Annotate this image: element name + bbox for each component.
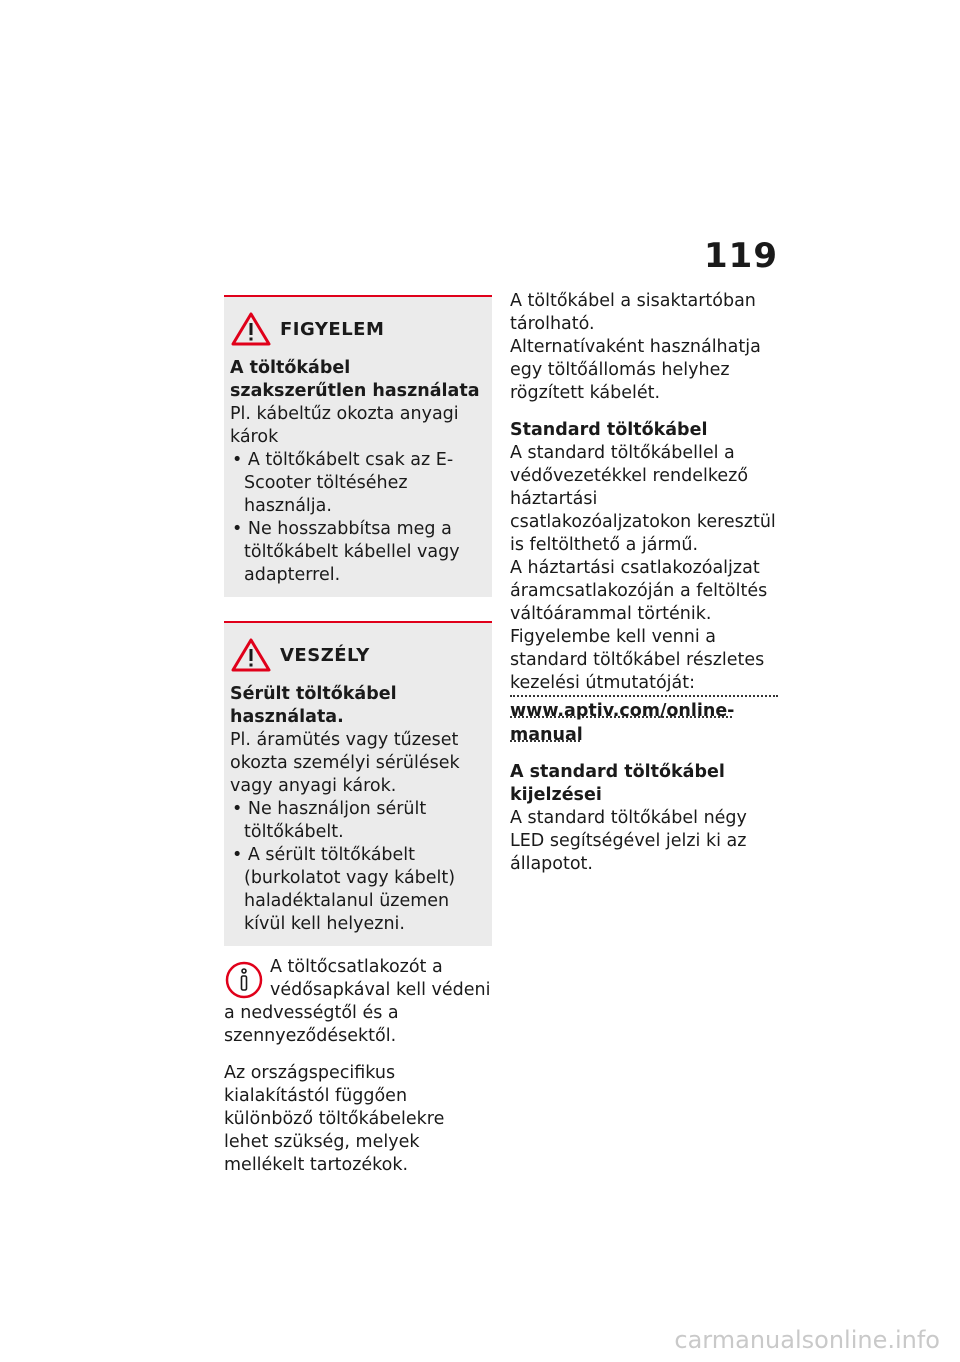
storage-text: A töltőkábel a sisaktartóban tárolható.	[510, 291, 756, 334]
danger-box	[224, 621, 492, 946]
danger-label: VESZÉLY	[280, 644, 370, 666]
standard-paragraph-2: A háztartási csatlakozóaljzat áramcsatlakozóján a feltöltés váltóárammal történik.	[510, 558, 768, 624]
country-note: Az országspecifikus kialakítástól függően különböző töltőkábelekre lehet szükség, melyek mellékelt tartozékok.	[224, 1063, 445, 1175]
warning-bullets	[230, 449, 486, 587]
list-item: • Ne hosszabbítsa meg a töltőkábelt kábellel vagy adapterrel.	[230, 518, 486, 587]
list-item: • A töltőkábelt csak az E-Scooter töltéséhez használja.	[230, 449, 486, 518]
warning-header	[230, 311, 486, 347]
standard-paragraph-1: A standard töltőkábellel a védővezetékkel rendelkező háztartási csatlakozóaljzatokon keresztül is feltölthető a jármű.	[510, 443, 776, 555]
indicators-heading: A standard töltőkábel kijelzései	[510, 762, 725, 805]
info-note-text: A töltőcsatlakozót a védősapkával kell védeni a nedvességtől és a szennyeződésektől.	[224, 957, 491, 1046]
danger-consequence: Pl. áramütés vagy tűzeset okozta személyi sérülések vagy anyagi károk.	[230, 730, 460, 796]
danger-header	[230, 637, 486, 673]
watermark: carmanualsonline.info	[674, 1326, 940, 1354]
standard-paragraph-3: Figyelembe kell venni a standard töltőkábel részletes kezelési útmutatóját:	[510, 626, 778, 697]
standard-heading: Standard töltőkábel	[510, 420, 708, 440]
warning-box	[224, 295, 492, 597]
alternative-text: Alternatívaként használhatja egy töltőállomás helyhez rögzített kábelét.	[510, 337, 761, 403]
indicators-text: A standard töltőkábel négy LED segítségével jelzi ki az állapotot.	[510, 808, 747, 874]
info-note	[224, 956, 492, 1048]
danger-heading: Sérült töltőkábel használata.	[230, 684, 397, 727]
right-column	[510, 290, 778, 876]
warning-label: FIGYELEM	[280, 318, 385, 340]
warning-triangle-icon	[230, 637, 272, 673]
info-icon	[224, 956, 264, 1000]
list-item: • Ne használjon sérült töltőkábelt.	[230, 798, 486, 844]
warning-heading: A töltőkábel szakszerűtlen használata	[230, 358, 480, 401]
warning-consequence: Pl. kábeltűz okozta anyagi károk	[230, 404, 459, 447]
warning-triangle-icon	[230, 311, 272, 347]
page-number: 119	[704, 236, 778, 276]
manual-link[interactable]: www.aptiv.com/online-manual	[510, 701, 735, 745]
list-item: • A sérült töltőkábelt (burkolatot vagy kábelt) haladéktalanul üzemen kívül kell helyezni.	[230, 844, 486, 936]
danger-bullets	[230, 798, 486, 936]
left-column	[224, 295, 492, 1177]
